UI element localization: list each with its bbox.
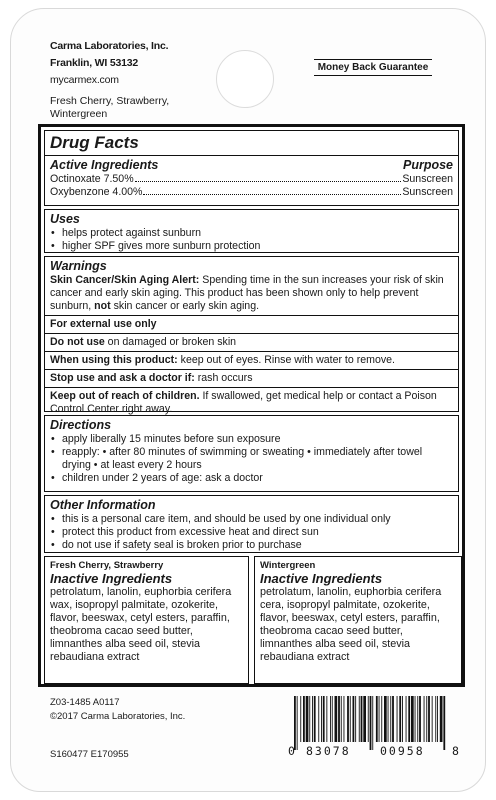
barcode-bar bbox=[424, 696, 425, 742]
barcode-bar bbox=[353, 696, 355, 742]
flavor-list: Fresh Cherry, Strawberry, Wintergreen bbox=[50, 95, 170, 120]
barcode-bar bbox=[341, 696, 342, 742]
barcode-bar bbox=[350, 696, 351, 742]
sun-alert: Skin Cancer/Skin Aging Alert: Spending time in the sun increases your risk of skin cancer and early skin aging. This product has been shown only to help prevent sunburn, not skin cancer or early skin aging. bbox=[50, 274, 444, 312]
company-website: mycarmex.com bbox=[50, 74, 119, 86]
directions-box bbox=[44, 415, 459, 492]
upc-left-digits: 83078 bbox=[306, 744, 351, 758]
barcode-bar bbox=[408, 696, 410, 742]
active-ingredients-heading: Active Ingredients bbox=[50, 158, 159, 172]
uses-heading: Uses bbox=[50, 212, 80, 226]
upc-lead-digit: 0 bbox=[288, 744, 295, 758]
other-info-box bbox=[44, 495, 459, 553]
barcode-bar bbox=[428, 696, 430, 742]
warnings-box bbox=[44, 256, 459, 415]
barcode-bar bbox=[312, 696, 313, 742]
barcode-bar bbox=[306, 696, 309, 742]
flavor-label: Fresh Cherry, Strawberry bbox=[50, 560, 164, 571]
barcode-bar bbox=[297, 696, 298, 750]
directions-heading: Directions bbox=[50, 418, 112, 432]
copyright: ©2017 Carma Laboratories, Inc. bbox=[50, 711, 186, 722]
inactive-ingredients-wintergreen bbox=[254, 556, 462, 684]
hang-hole bbox=[216, 50, 274, 108]
flavor-label: Wintergreen bbox=[260, 560, 316, 571]
barcode-bar bbox=[318, 696, 319, 742]
barcode-bar bbox=[397, 696, 398, 742]
barcode-bar bbox=[372, 696, 373, 750]
external-use: For external use only bbox=[50, 318, 157, 330]
barcode-bar bbox=[381, 696, 382, 742]
barcode-bar bbox=[415, 696, 416, 742]
serial-code: S160477 E170955 bbox=[50, 749, 129, 760]
barcode-bar bbox=[406, 696, 407, 742]
do-not-use: Do not use on damaged or broken skin bbox=[50, 336, 237, 348]
barcode-bar bbox=[347, 696, 349, 742]
purpose-heading: Purpose bbox=[402, 158, 453, 172]
barcode-bar bbox=[419, 696, 421, 742]
inactive-list: petrolatum, lanolin, euphorbia cerifera cera, isopropyl palmitate, ozokerite, flavor, beeswax, cetyl esters, paraffin, theobroma cacao seed butter, limnanthes alba seed oil, stevia rebaudiana extract bbox=[260, 586, 442, 663]
barcode-bar bbox=[335, 696, 338, 742]
barcode-bar bbox=[294, 696, 296, 750]
barcode-bar bbox=[411, 696, 414, 742]
list-item: • children under 2 years of age: ask a doctor bbox=[50, 472, 453, 485]
warnings-heading: Warnings bbox=[50, 259, 107, 273]
barcode-bar bbox=[379, 696, 380, 742]
list-item: • helps protect against sunburn bbox=[50, 227, 453, 240]
barcode bbox=[282, 696, 452, 770]
barcode-bar bbox=[368, 696, 369, 742]
barcode-bar bbox=[426, 696, 427, 742]
list-item: • do not use if safety seal is broken prior to purchase bbox=[50, 539, 453, 552]
barcode-bar bbox=[417, 696, 418, 742]
barcode-bar bbox=[384, 696, 387, 742]
barcode-bar bbox=[338, 696, 340, 742]
company-name: Carma Laboratories, Inc. bbox=[50, 40, 169, 52]
list-item: • apply liberally 15 minutes before sun exposure bbox=[50, 433, 453, 446]
barcode-bar bbox=[432, 696, 433, 742]
inactive-heading: Inactive Ingredients bbox=[50, 571, 173, 586]
barcode-bar bbox=[440, 696, 443, 742]
barcode-bar bbox=[323, 696, 325, 742]
list-item: • this is a personal care item, and should be used by one individual only bbox=[50, 513, 453, 526]
other-info-heading: Other Information bbox=[50, 498, 156, 512]
inactive-heading: Inactive Ingredients bbox=[260, 571, 383, 586]
drug-facts-panel bbox=[38, 124, 465, 687]
when-using: When using this product: keep out of eyes. Rinse with water to remove. bbox=[50, 354, 395, 366]
barcode-bar bbox=[370, 696, 372, 750]
company-address bbox=[50, 38, 168, 89]
barcode-bar bbox=[376, 696, 378, 742]
barcode-bar bbox=[321, 696, 322, 742]
barcode-bar bbox=[303, 696, 305, 742]
barcode-bar bbox=[300, 696, 301, 742]
barcode-bar bbox=[435, 696, 436, 742]
drug-facts-title: Drug Facts bbox=[50, 133, 139, 152]
barcode-bar bbox=[402, 696, 403, 742]
barcode-bar bbox=[359, 696, 360, 742]
barcode-bar bbox=[309, 696, 310, 742]
active-ingredients-box bbox=[44, 130, 459, 206]
company-city: Franklin, WI 53132 bbox=[50, 57, 139, 69]
money-back-guarantee: Money Back Guarantee bbox=[314, 59, 432, 76]
barcode-bar bbox=[361, 696, 363, 742]
barcode-bar bbox=[437, 696, 438, 742]
barcode-bar bbox=[390, 696, 391, 742]
barcode-bar bbox=[326, 696, 327, 742]
barcode-bar bbox=[399, 696, 401, 742]
inactive-ingredients-cherry bbox=[44, 556, 249, 684]
ingredient-row bbox=[50, 186, 453, 199]
ingredient-row bbox=[50, 173, 453, 186]
ingredient-name: Octinoxate 7.50% bbox=[50, 173, 134, 185]
barcode-bar bbox=[314, 696, 316, 742]
barcode-bar bbox=[330, 696, 331, 742]
barcode-bar bbox=[332, 696, 333, 742]
inactive-list: petrolatum, lanolin, euphorbia cerifera wax, isopropyl palmitate, ozokerite, flavor, beeswax, cetyl esters, paraffin, theobroma cacao seed butter, limnanthes alba seed oil, stevia rebaudiana extract bbox=[50, 586, 232, 663]
upc-check-digit: 8 bbox=[452, 744, 459, 758]
upc-right-digits: 00958 bbox=[380, 744, 425, 758]
list-item: • higher SPF gives more sunburn protection bbox=[50, 240, 453, 253]
list-item: • protect this product from excessive heat and direct sun bbox=[50, 526, 453, 539]
stop-use: Stop use and ask a doctor if: rash occurs bbox=[50, 372, 253, 384]
barcode-bar bbox=[363, 696, 366, 742]
keep-out-of-reach: Keep out of reach of children. If swallowed, get medical help or contact a Poison Control Center right away. bbox=[50, 390, 437, 415]
uses-box bbox=[44, 209, 459, 253]
barcode-bar bbox=[344, 696, 345, 742]
part-code: Z03-1485 A0117 bbox=[50, 697, 120, 708]
barcode-bar bbox=[443, 696, 445, 750]
product-codes bbox=[50, 696, 186, 760]
barcode-bar bbox=[392, 696, 394, 742]
ingredient-purpose: Sunscreen bbox=[402, 173, 453, 185]
list-item: • reapply: • after 80 minutes of swimming or sweating • immediately after towel drying • at least every 2 hours bbox=[50, 446, 453, 472]
barcode-bar bbox=[388, 696, 389, 742]
barcode-bar bbox=[355, 696, 356, 742]
ingredient-name: Oxybenzone 4.00% bbox=[50, 186, 143, 198]
ingredient-purpose: Sunscreen bbox=[402, 186, 453, 198]
